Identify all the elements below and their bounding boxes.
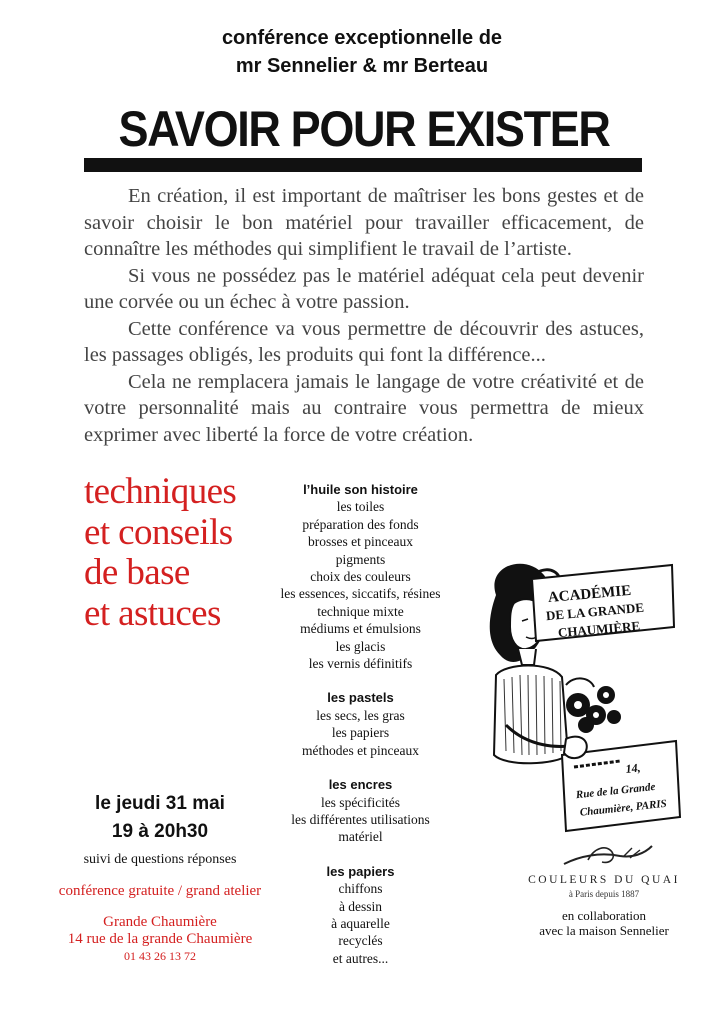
brand-logo-icon [560,838,656,870]
topic-group-inks [268,776,453,846]
topic-item: à dessin [338,898,383,914]
topic-heading: les papiers [326,863,395,879]
intro-text [84,183,644,448]
topic-item: les vernis définitifs [308,656,413,672]
topic-item: médiums et émulsions [300,621,421,637]
intro-paragraph: Si vous ne possédez pas le matériel adéquat cela peut devenir une corvée ou un échec à votre passion. [84,264,644,313]
event-free-notice: conférence gratuite / grand atelier [58,883,262,899]
page-title: SAVOIR POUR EXISTER [118,101,610,157]
event-time: 19 à 20h30 [111,821,209,842]
poster-line1: ACADÉMIE [547,582,632,607]
intro-paragraph: Cette conférence va vous permettre de découvrir des astuces, les passages obligés, les produits qui font la différence... [84,317,644,366]
topic-item: les essences, siccatifs, résines [280,586,441,602]
venue-phone: 01 43 26 13 72 [124,949,196,963]
collaboration-note [520,908,688,938]
topic-item: méthodes et pinceaux [302,742,419,758]
poster-addr3: Chaumière, PARIS [579,797,668,819]
event-followup: suivi de questions réponses [83,852,237,867]
topic-heading: l’huile son histoire [303,482,418,497]
topic-item: les spécificités [320,794,401,810]
topic-item: les papiers [331,725,390,741]
collaboration-line1: en collaboration [561,908,647,923]
brand-since: à Paris depuis 1887 [568,889,640,899]
topic-item: technique mixte [317,603,404,619]
topic-item: brosses et pinceaux [308,534,413,550]
topic-heading: les pastels [327,690,394,706]
topic-item: pigments [335,551,386,567]
topic-group-pastels [268,689,453,759]
event-date: le jeudi 31 mai [95,793,225,814]
techniques-line: techniques [84,471,237,512]
venue-address: 14 rue de la grande Chaumière [67,931,253,947]
topic-item: et autres... [332,950,389,966]
topic-item: les glacis [335,638,386,654]
topic-item: matériel [338,829,383,845]
topic-item: à aquarelle [331,915,390,931]
collaboration-line2: avec la maison Sennelier [539,923,669,938]
topics-list [268,481,453,984]
intro-paragraph: Cela ne remplacera jamais le langage de votre créativité et de votre personnalité mais au contraire vous permettra de mieux exprimer avec liberté la force de votre création. [84,370,644,446]
poster-addr2: Rue de la Grande [575,780,656,802]
topic-item: les différentes utilisations [291,811,430,827]
intro-paragraph: En création, il est important de maîtriser les bons gestes et de savoir choisir le bon matériel pour travailler efficacement, de connaître les méthodes qui simplifient le travail de l’artiste. [84,185,644,260]
event-info [40,790,280,964]
techniques-line: et conseils [84,511,233,553]
title-underline-bar [84,158,642,172]
poster-line2: DE LA GRANDE [545,599,645,624]
topic-heading: les encres [328,777,393,793]
poster-line3: CHAUMIÈRE [557,618,641,641]
topic-item: chiffons [338,881,383,897]
techniques-line: et astuces [84,592,221,634]
conference-heading-line1: conférence exceptionnelle de [221,27,503,49]
academie-poster-illustration [466,555,686,855]
topic-item: les toiles [336,499,385,515]
brand-name: COULEURS DU QUAI [528,874,680,886]
topic-group-papers [268,863,453,967]
topic-item: choix des couleurs [310,569,411,585]
topic-item: recyclés [338,933,383,949]
speakers-line: mr Sennelier & mr Berteau [235,55,489,77]
poster-addr1: 14, [624,760,642,776]
topic-item: les secs, les gras [316,707,405,723]
techniques-heading [84,472,284,634]
techniques-line: de base [84,552,190,593]
topic-item: préparation des fonds [302,516,419,532]
topic-group-oil [268,481,453,672]
venue-name: Grande Chaumière [103,914,217,930]
conference-heading [0,24,724,80]
